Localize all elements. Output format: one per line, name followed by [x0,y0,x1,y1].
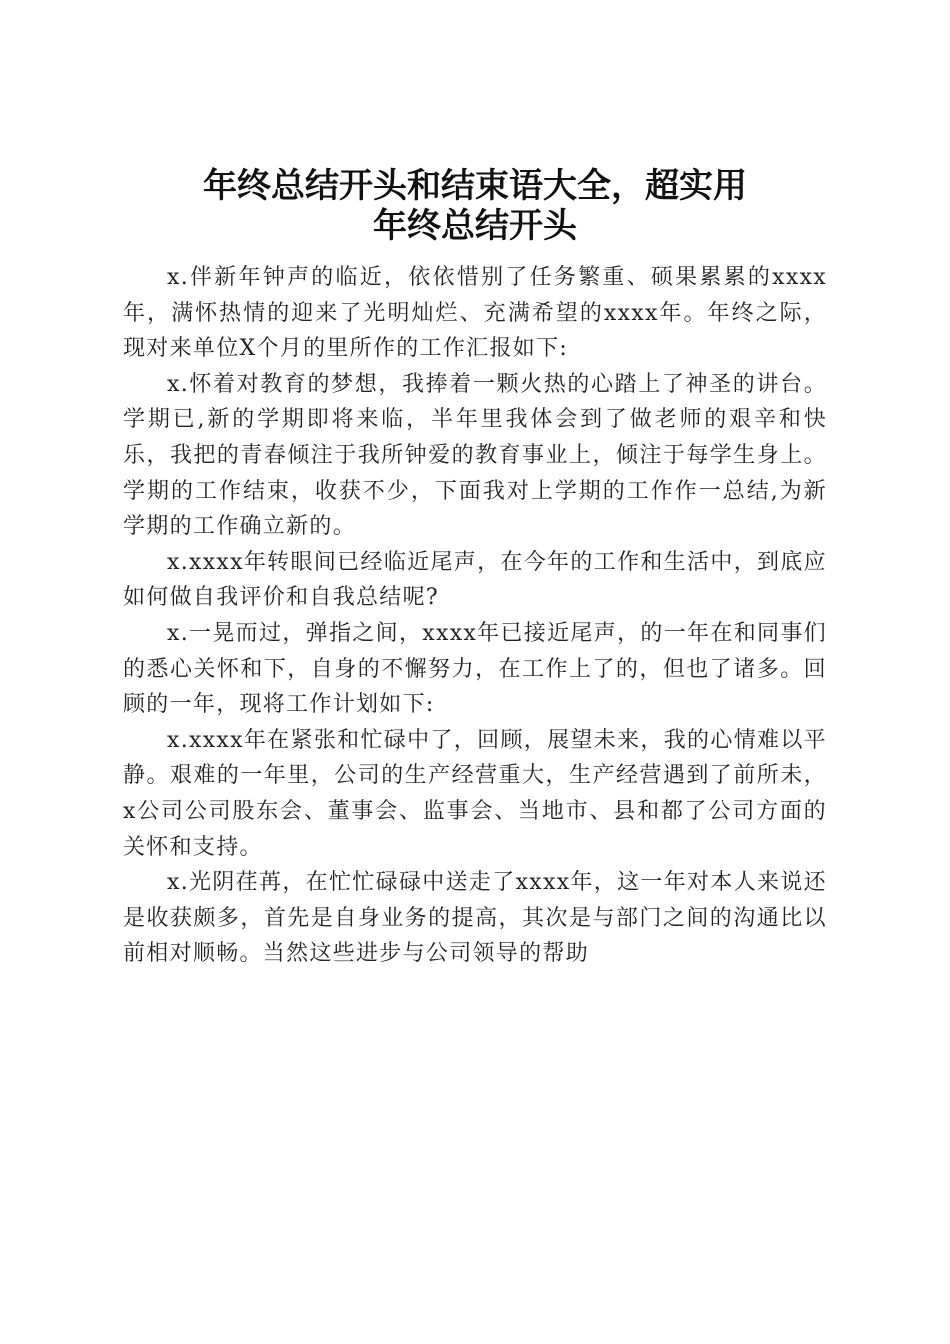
paragraph-1: x.伴新年钟声的临近，依依惜别了任务繁重、硕果累累的xxxx年，满怀热情的迎来了光明灿烂、充满希望的xxxx年。年终之际，现对来单位X个月的里所作的工作汇报如下: [123,265,827,362]
title-block [0,166,950,246]
paragraph-3: x.xxxx年转眼间已经临近尾声，在今年的工作和生活中，到底应如何做自我评价和自我总结呢? [123,549,827,611]
paragraph-2: x.怀着对教育的梦想，我捧着一颗火热的心踏上了神圣的讲台。学期已,新的学期即将来临，半年里我体会到了做老师的艰辛和快乐，我把的青春倾注于我所钟爱的教育事业上，倾注于每学生身上。学期的工作结束，收获不少，下面我对上学期的工作作一总结,为新学期的工作确立新的。 [123,371,827,540]
document-title: 年终总结开头和结束语大全，超实用 [203,166,747,206]
paragraph-4: x.一晃而过，弹指之间，xxxx年已接近尾声，的一年在和同事们的悉心关怀和下，自身的不懈努力，在工作上了的，但也了诸多。回顾的一年，现将工作计划如下: [123,620,827,718]
paragraph-5: x.xxxx年在紧张和忙碌中了，回顾，展望未来，我的心情难以平静。艰难的一年里，公司的生产经营重大，生产经营遇到了前所未，x公司公司股东会、董事会、监事会、当地市、县和都了公司方面的关怀和支持。 [123,727,827,860]
section-heading: 年终总结开头 [373,206,577,246]
document-body [123,260,827,972]
paragraph-6: x.光阴荏苒，在忙忙碌碌中送走了xxxx年，这一年对本人来说还是收获颇多，首先是自身业务的提高，其次是与部门之间的沟通比以前相对顺畅。当然这些进步与公司领导的帮助 [123,870,827,967]
